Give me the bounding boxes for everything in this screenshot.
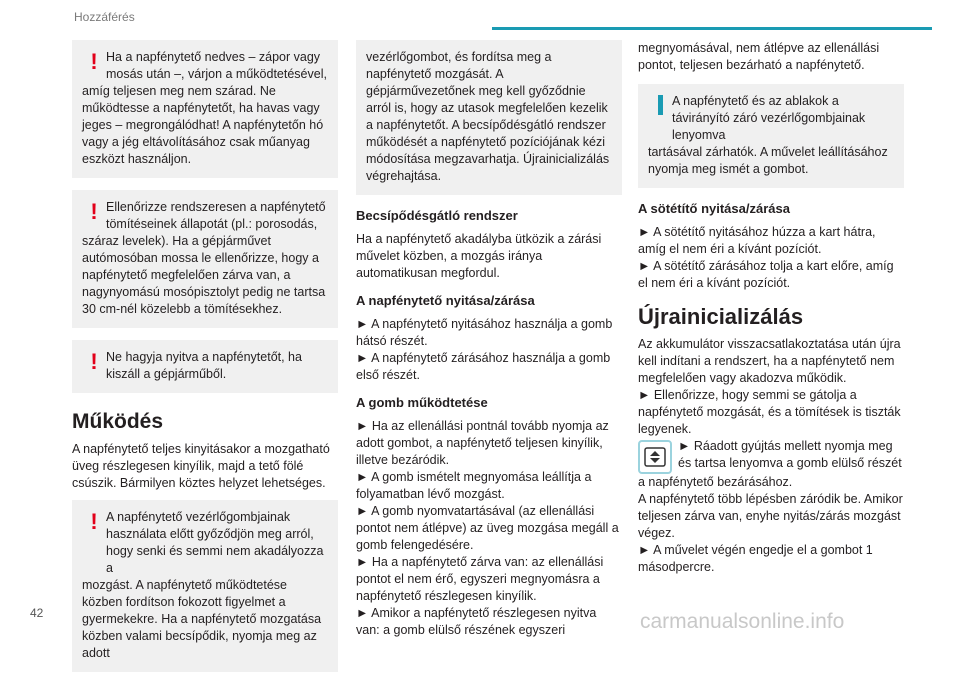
page-number: 42	[30, 606, 44, 620]
blind-open-instruction: ► A sötétítő nyitásához húzza a kart hátra, amíg el nem éri a kívánt pozíciót.	[638, 225, 876, 256]
reinit-release: ► A művelet végén engedje el a gombot 1 másodpercre.	[638, 543, 873, 574]
watermark: carmanualsonline.info	[640, 610, 845, 633]
header-section: Hozzáférés	[74, 10, 135, 24]
heading-blind: A sötétítő nyitása/zárása	[638, 201, 790, 216]
warning-lead: A napfénytető vezérlőgombjainak használata előtt győződjön meg arról, hogy senki és semmi nem akadályozza a	[106, 510, 324, 575]
operation-paragraph: A napfénytető teljes kinyitásakor a mozgatható üveg részlegesen kinyílik, majd a tető fölé csúszik. Bármilyen köztes helyzet lehetséges.	[72, 442, 330, 490]
reinit-hold-continued: a napfénytető bezárásához.	[638, 475, 793, 489]
info-lead: A napfénytető és az ablakok a távirányító záró vezérlőgombjainak lenyomva	[672, 94, 866, 142]
button-step-5: ► Amikor a napfénytető részlegesen nyitva van: a gomb elülső részének egyszeri	[356, 606, 597, 637]
warning-exclamation-icon: !	[90, 349, 98, 374]
warning-lead: Ha a napfénytető nedves – zápor vagy mosás után –, várjon a működtetésével,	[106, 50, 327, 81]
reinit-icon-row	[638, 438, 904, 474]
antipinch-paragraph: Ha a napfénytető akadályba ütközik a zárási művelet közben, a mozgás iránya automatikusan megfordul.	[356, 232, 602, 280]
warning-box-leave-open	[72, 340, 338, 393]
heading-button-operation: A gomb működtetése	[356, 395, 488, 410]
warning-box-continued	[356, 40, 622, 195]
column-1	[72, 40, 338, 684]
warning-text: mozgást. A napfénytető működtetése közben fordítson fokozott figyelmet a gyermekekre. Ha a napfénytető mozgatása közben valami becsípődik, nyomja meg az adott	[82, 578, 322, 660]
warning-box-controls	[72, 500, 338, 672]
warning-exclamation-icon: !	[90, 509, 98, 534]
button-step-2: ► A gomb ismételt megnyomása leállítja a folyamatban lévő mozgást.	[356, 470, 592, 501]
warning-lead: Ne hagyja nyitva a napfénytetőt, ha kiszáll a gépjárműből.	[106, 350, 302, 381]
info-bar-icon	[648, 93, 672, 144]
section-heading-reinit: Újrainicializálás	[638, 304, 804, 329]
column-2	[356, 40, 622, 645]
close-continued-paragraph: megnyomásával, nem átlépve az ellenállási pontot, teljesen bezárható a napfénytető.	[638, 41, 880, 72]
heading-antipinch: Becsípődésgátló rendszer	[356, 208, 518, 223]
sunroof-button-icon	[638, 440, 672, 474]
warning-text: vezérlőgombot, és fordítsa meg a napfénytető mozgását. A gépjárművezetőnek meg kell győződnie arról is, hogy az utasok megfelelően kezelik a napfénytetőt. A becsípődésgátló rendszer működését a napfénytető pozíciójának kézi módosítása megzavarhatja. Újrainicializálás végrehajtása.	[366, 50, 610, 183]
heading-open-close: A napfénytető nyitása/zárása	[356, 293, 535, 308]
column-3	[638, 40, 904, 582]
warning-exclamation-icon: !	[90, 49, 98, 74]
warning-exclamation-icon: !	[90, 199, 98, 224]
close-instruction: ► A napfénytető zárásához használja a gomb első részét.	[356, 351, 611, 382]
header-accent-bar	[492, 27, 932, 30]
button-step-4: ► Ha a napfénytető zárva van: az ellenállási pontot el nem érő, egyszeri megnyomásra a napfénytető részlegesen kinyílik.	[356, 555, 604, 603]
button-step-3: ► A gomb nyomvatartásával (az ellenállási pontot nem átlépve) az üveg mozgása megáll a gomb felengedésére.	[356, 504, 619, 552]
warning-text: amíg teljesen meg nem szárad. Ne működtesse a napfénytetőt, ha havas vagy jeges – megrongálódhat! A napfénytetőn hó vagy a jég eltávolításához csak műanyag eszközt használjon.	[82, 84, 324, 166]
info-box-remote	[638, 84, 904, 188]
reinit-paragraph: Az akkumulátor visszacsatlakoztatása után újra kell indítani a rendszert, ha a napfénytető nem megfelelően vagy akadozva működik.	[638, 337, 901, 385]
warning-box-seals	[72, 190, 338, 328]
info-text: tartásával zárhatók. A művelet leállításához nyomja meg ismét a gombot.	[648, 145, 888, 176]
reinit-hold-instruction: ► Ráadott gyújtás mellett nyomja meg és tartsa lenyomva a gomb elülső részét	[678, 439, 902, 470]
button-step-1: ► Ha az ellenállási pontnál tovább nyomja az adott gombot, a napfénytető teljesen kinyílik, illetve bezáródik.	[356, 419, 609, 467]
reinit-steps: A napfénytető több lépésben záródik be. Amikor teljesen zárva van, enyhe nyitás/zárás mozgást végez.	[638, 492, 903, 540]
section-heading-operation: Működés	[72, 410, 164, 433]
warning-lead: Ellenőrizze rendszeresen a napfénytető tömítéseinek állapotát (pl.: porosodás,	[106, 200, 326, 231]
blind-close-instruction: ► A sötétítő zárásához tolja a kart előre, amíg el nem éri a kívánt pozíciót.	[638, 259, 894, 290]
warning-text: száraz levelek). Ha a gépjárművet autómosóban mossa le ellenőrizze, hogy a napfénytető megfelelően zárva van, a nagynyomású mosópisztolyt pedig ne tartsa 30 cm-nél közelebb a tömítésekhez.	[82, 234, 326, 316]
open-instruction: ► A napfénytető nyitásához használja a gomb hátsó részét.	[356, 317, 613, 348]
reinit-check: ► Ellenőrizze, hogy semmi se gátolja a napfénytető mozgását, és a tömítések is tiszták legyenek.	[638, 388, 901, 436]
warning-box-wet	[72, 40, 338, 178]
